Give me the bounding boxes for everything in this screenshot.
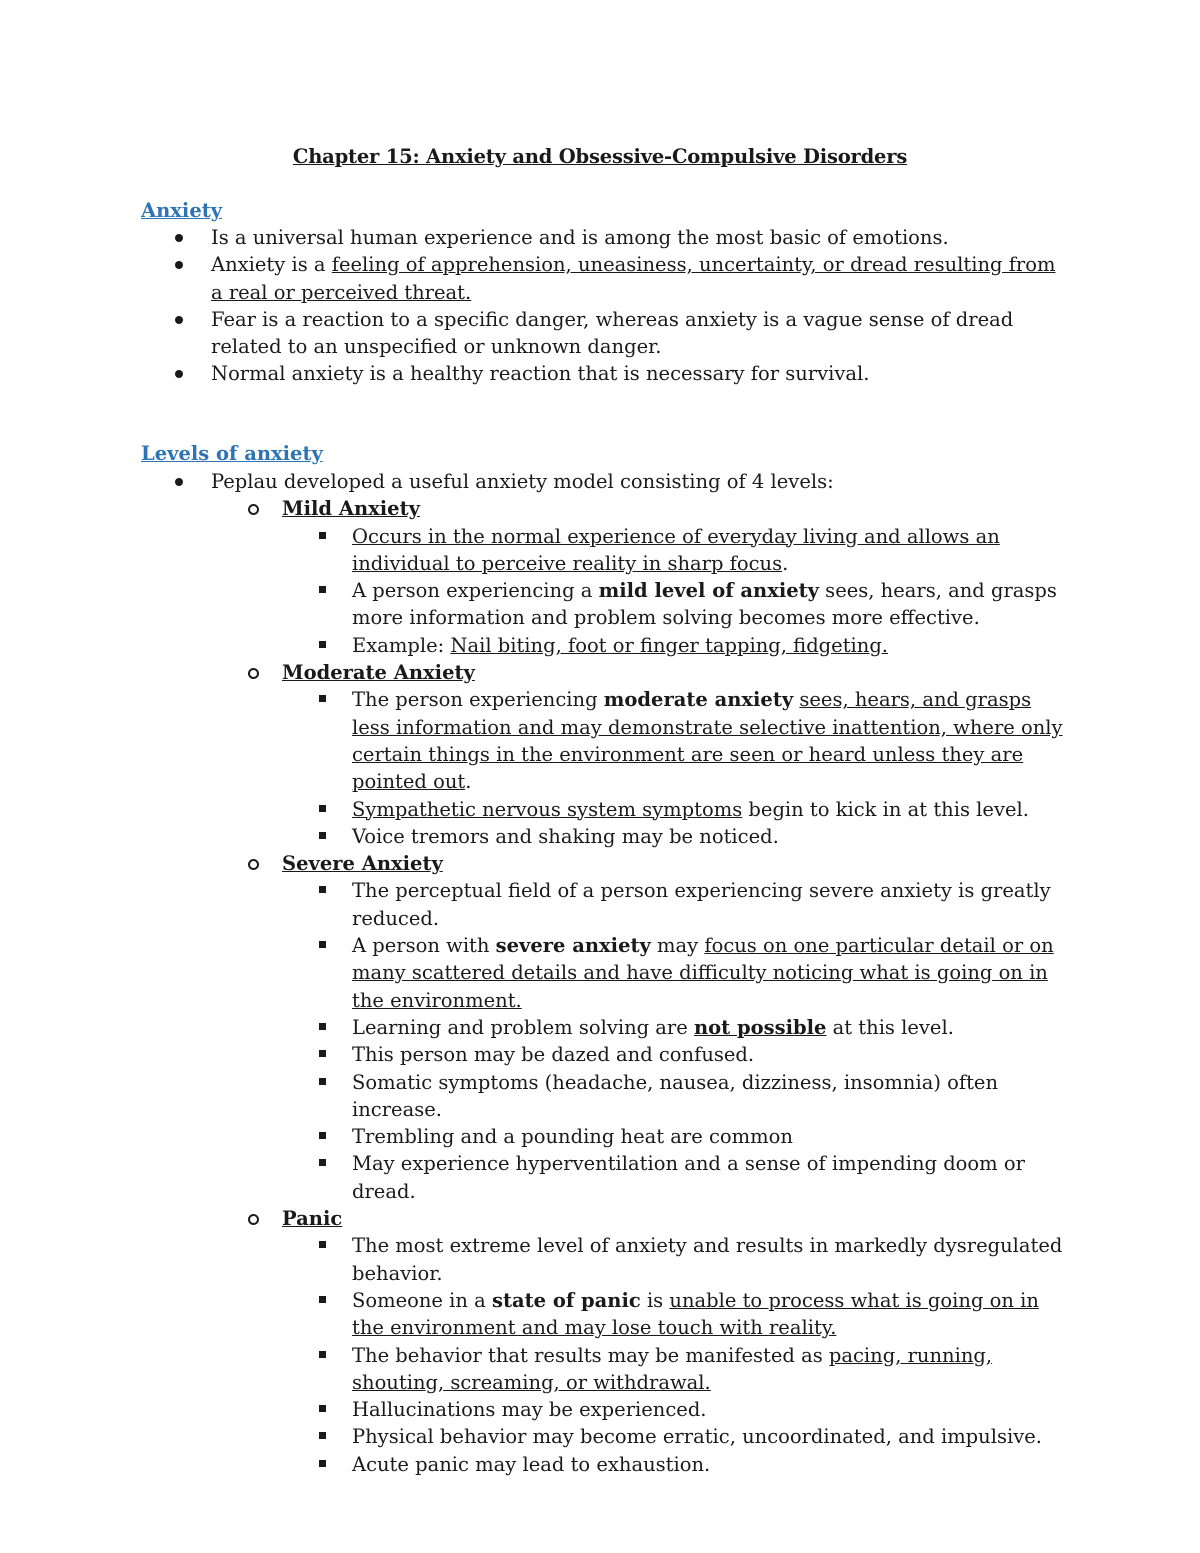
bullet-square-icon [319, 1023, 326, 1030]
bullet-square-icon [319, 1296, 326, 1303]
levels-list [0, 468, 1200, 1478]
bullet-dot-icon [175, 234, 183, 242]
bullet-square-icon [319, 1159, 326, 1166]
bullet-square-icon [319, 1241, 326, 1248]
list-item: Physical behavior may become erratic, uncoordinated, and impulsive. [0, 1423, 1200, 1450]
level-mild: Mild Anxiety [0, 495, 1200, 522]
list-item: Peplau developed a useful anxiety model consisting of 4 levels: [0, 468, 1200, 495]
bullet-square-icon [319, 1351, 326, 1358]
list-item: Acute panic may lead to exhaustion. [0, 1451, 1200, 1478]
bullet-square-icon [319, 886, 326, 893]
bullet-square-icon [319, 1405, 326, 1412]
list-item: The most extreme level of anxiety and results in markedly dysregulated behavior. [0, 1232, 1200, 1287]
list-item: Is a universal human experience and is among the most basic of emotions. [0, 224, 1200, 251]
list-item: This person may be dazed and confused. [0, 1041, 1200, 1068]
bullet-circle-icon [248, 668, 259, 679]
list-item: Learning and problem solving are not possible at this level. [0, 1014, 1200, 1041]
list-item: The perceptual field of a person experiencing severe anxiety is greatly reduced. [0, 877, 1200, 932]
list-item: Somatic symptoms (headache, nausea, dizziness, insomnia) often increase. [0, 1069, 1200, 1124]
bullet-dot-icon [175, 261, 183, 269]
bullet-dot-icon [175, 316, 183, 324]
page-title: Chapter 15: Anxiety and Obsessive-Compulsive Disorders [292, 145, 908, 168]
list-item: Example: Nail biting, foot or finger tapping, fidgeting. [0, 632, 1200, 659]
bullet-dot-icon [175, 370, 183, 378]
list-item: A person experiencing a mild level of anxiety sees, hears, and grasps more information and problem solving becomes more effective. [0, 577, 1200, 632]
bullet-square-icon [319, 805, 326, 812]
bullet-square-icon [319, 1432, 326, 1439]
list-item: Fear is a reaction to a specific danger, whereas anxiety is a vague sense of dread related to an unspecified or unknown danger. [0, 306, 1200, 361]
section-heading-anxiety: Anxiety [141, 199, 223, 222]
bullet-square-icon [319, 832, 326, 839]
bullet-circle-icon [248, 859, 259, 870]
level-moderate: Moderate Anxiety [0, 659, 1200, 686]
list-item: Anxiety is a feeling of apprehension, uneasiness, uncertainty, or dread resulting from a real or perceived threat. [0, 251, 1200, 306]
level-severe: Severe Anxiety [0, 850, 1200, 877]
bullet-square-icon [319, 1132, 326, 1139]
bullet-circle-icon [248, 1214, 259, 1225]
bullet-square-icon [319, 1050, 326, 1057]
list-item: Voice tremors and shaking may be noticed. [0, 823, 1200, 850]
list-item: Hallucinations may be experienced. [0, 1396, 1200, 1423]
bullet-square-icon [319, 941, 326, 948]
list-item: Normal anxiety is a healthy reaction that is necessary for survival. [0, 360, 1200, 387]
bullet-dot-icon [175, 478, 183, 486]
bullet-square-icon [319, 586, 326, 593]
list-item: The behavior that results may be manifested as pacing, running, shouting, screaming, or withdrawal. [0, 1342, 1200, 1397]
bullet-square-icon [319, 532, 326, 539]
bullet-circle-icon [248, 504, 259, 515]
list-item: Occurs in the normal experience of everyday living and allows an individual to perceive reality in sharp focus. [0, 523, 1200, 578]
list-item: Trembling and a pounding heat are common [0, 1123, 1200, 1150]
list-item: Someone in a state of panic is unable to process what is going on in the environment and may lose touch with reality. [0, 1287, 1200, 1342]
bullet-square-icon [319, 1078, 326, 1085]
list-item: May experience hyperventilation and a sense of impending doom or dread. [0, 1150, 1200, 1205]
bullet-square-icon [319, 641, 326, 648]
bullet-square-icon [319, 1460, 326, 1467]
list-item: Sympathetic nervous system symptoms begin to kick in at this level. [0, 796, 1200, 823]
section-heading-levels: Levels of anxiety [141, 442, 323, 465]
list-item: The person experiencing moderate anxiety sees, hears, and grasps less information and may demonstrate selective inattention, where only certain things in the environment are seen or heard unless they are pointed out. [0, 686, 1200, 795]
level-panic: Panic [0, 1205, 1200, 1232]
list-item: A person with severe anxiety may focus on one particular detail or on many scattered details and have difficulty noticing what is going on in the environment. [0, 932, 1200, 1014]
anxiety-bullet-list [0, 224, 1200, 388]
bullet-square-icon [319, 695, 326, 702]
